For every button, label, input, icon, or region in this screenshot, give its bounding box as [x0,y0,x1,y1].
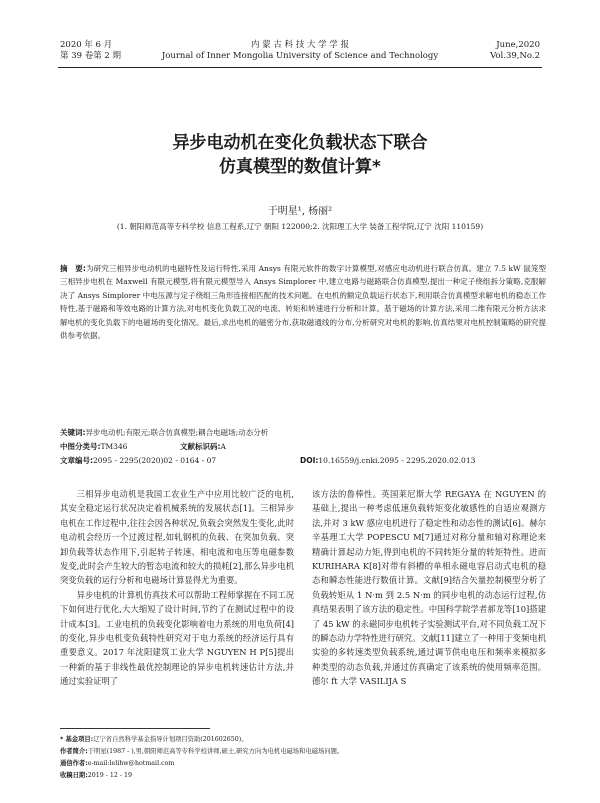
doc-code-value: A [220,442,226,451]
article-number-value: 2095 - 2295(2020)02 - 0164 - 07 [93,456,217,465]
abstract [60,262,546,342]
footnote-contact [60,759,540,769]
header-volume: 第 39 卷第 2 期 [60,51,122,61]
body-column-right [312,487,546,689]
doi-label: DOI: [300,456,319,465]
paper-authors: 于明星¹, 杨丽² [267,206,333,217]
footnote-funding-text: 辽宁省自然科学基金指导计划项目资助(201602650)。 [93,736,248,743]
header-volume-en: Vol.39,No.2 [490,51,540,61]
footnote-received-label: 收稿日期: [60,772,88,779]
doc-code-label: 文献标识码: [180,442,221,451]
article-number [60,455,216,466]
footnote-funding-label: * 基金项目: [60,736,94,743]
abstract-label: 摘 要: [60,264,86,273]
author-affiliation: (1. 朝阳师范高等专科学校 信息工程系,辽宁 朝阳 122000;2. 沈阳理工大学 装备工程学院,辽宁 沈阳 110159) [116,222,484,231]
keywords-text: 异步电动机;有限元;联合仿真模型;耦合电磁场;动态分析 [85,428,269,437]
abstract-text: 为研究三相异步电动机的电磁特性及运行特性,采用 Ansys 有限元软件的数字计算模型,对感应电动机进行联合仿真。建立 7.5 kW 鼠笼型三相异步电机在 Maxwell 有限元模型,将有限元模型导入 Ansys Simplorer 中,建立电路与磁路联合仿真模型,提出一种定子绕组拆分策略,克服解决了 Ansys Simplorer 中电压源与定子绕组三角形连接相匹配的技术问题。在电机的额定负载运行状态下,利用联合仿真模型求解电机的稳态工作特性,基于磁路和等效电路的计算方法,对电机变化负载工况的电流、转矩和转速进行分析和计算。基于磁场的计算方法,采用二维有限元分析方法求解电机的变化负载下的电磁场的变化情况。最后,求出电机的磁密分布,获取磁通线的分布,分析研究对电机的影响,仿真结果对电机控制策略的研究提供参考依据。 [60,264,546,341]
footnote-author-text: 于明星(1987 - ),男,朝阳师范高等专科学校讲师,硕士,研究方向为电机电磁场和电磁场问题。 [87,748,344,755]
header-journal-en: Journal of Inner Mongolia University of Science and Technology [161,51,439,61]
header-divider [58,67,542,68]
header-journal-cn: 内 蒙 古 科 技 大 学 学 报 [250,40,350,50]
keywords [60,427,540,438]
footnote-author-bio [60,747,540,757]
doi [300,455,475,466]
header-date: 2020 年 6 月 [60,40,113,50]
footnote-funding [60,735,540,745]
header-issue-info [60,40,121,62]
body-column-left [60,487,294,689]
footnote-received-text: 2019 - 12 - 19 [87,772,133,779]
paper-title-line-2: 仿真模型的数值计算* [219,157,381,177]
paper-title-line-1: 异步电动机在变化负载状态下联合 [172,133,428,153]
header-date-en: June,2020 [496,40,540,50]
body-paragraph: 异步电机的计算机仿真技术可以帮助工程师掌握在不同工况下如何进行优化,大大缩短了设计时间,节约了在测试过程中的设计成本[3]。工业电机的负载变化影响着电力系统的用电负荷[4]的变化,异步电机变负载特性研究对于电力系统的经济运行具有重要意义。2017 年沈阳建筑工业大学 NGUYEN H P[5]提出一种新的基于非线性最优控制理论的异步电机转速估计方法,并通过实验证明了 [60,589,294,687]
footnote-divider [60,728,210,729]
footnote-contact-label: 通信作者: [60,760,88,767]
body-paragraph: 该方法的鲁棒性。英国莱尼斯大学 REGAYA 在 NGUYEN 的基础上,提出一种考虑低速负载转矩变化敏感性的自适应观测方法,并对 3 kW 感应电机进行了稳定性和动态性的测试[6]。赫尔辛基理工大学 POPESCU M[7]通过对称分量和轴对称理论来精确计算起动力矩,得到电机的不同转矩分量的转矩特性。进而 KURIHARA K[8]对带有斜槽的单相永磁电容启动式电机的稳态和瞬态性能进行数值计算。文献[9]结合矢量控制模型分析了负载转矩从 1 N·m 到 2.5 N·m 的同步电机的动态运行过程,仿真结果表明了该方法的稳定性。中国科学院学者郝龙等[10]搭建了 45 kW 的永磁同步电机转子实验测试平台,对不同负载工况下的瞬态动力学特性进行研究。文献[11]建立了一种用于变频电机实验的多转速类型负载系统,通过调节供电电压和频率来模拟多种类型的动态负载,并通过仿真确定了该系统的使用频率范围。德尔 ft 大学 VASILIJA S [312,489,546,687]
classification-number [60,441,128,452]
document-code [180,441,226,452]
classification-value: TM346 [100,442,128,451]
header-issue-info-en [490,40,540,62]
keywords-label: 关键词: [60,428,86,437]
doi-value: 10.16559/j.cnki.2095 - 2295.2020.02.013 [318,456,476,465]
header-journal-name [150,40,450,62]
article-number-label: 文章编号: [60,456,93,465]
body-paragraph: 三相异步电动机是我国工农业生产中应用比较广泛的电机,其安全稳定运行状况决定着机械系统的发展状态[1]。三相异步电机在工作过程中,往往会因各种状况,负载会突然发生变化,此时电动机会经历一个过渡过程,如轧钢机的负载、在突加负载、突卸负载等状态作用下,引起转子转速、相电流和电压等电磁参数发变,此时会产生较大的暂态电流和较大的损耗[2],那么异步电机突变负载的运行分析和电磁场计算显得尤为重要。 [60,489,294,586]
footnote-contact-text: e-mail:lelihw@hotmail.com [87,760,175,767]
footnote-author-label: 作者简介: [60,748,88,755]
classification-label: 中图分类号: [60,442,101,451]
footnote-received [60,771,540,781]
